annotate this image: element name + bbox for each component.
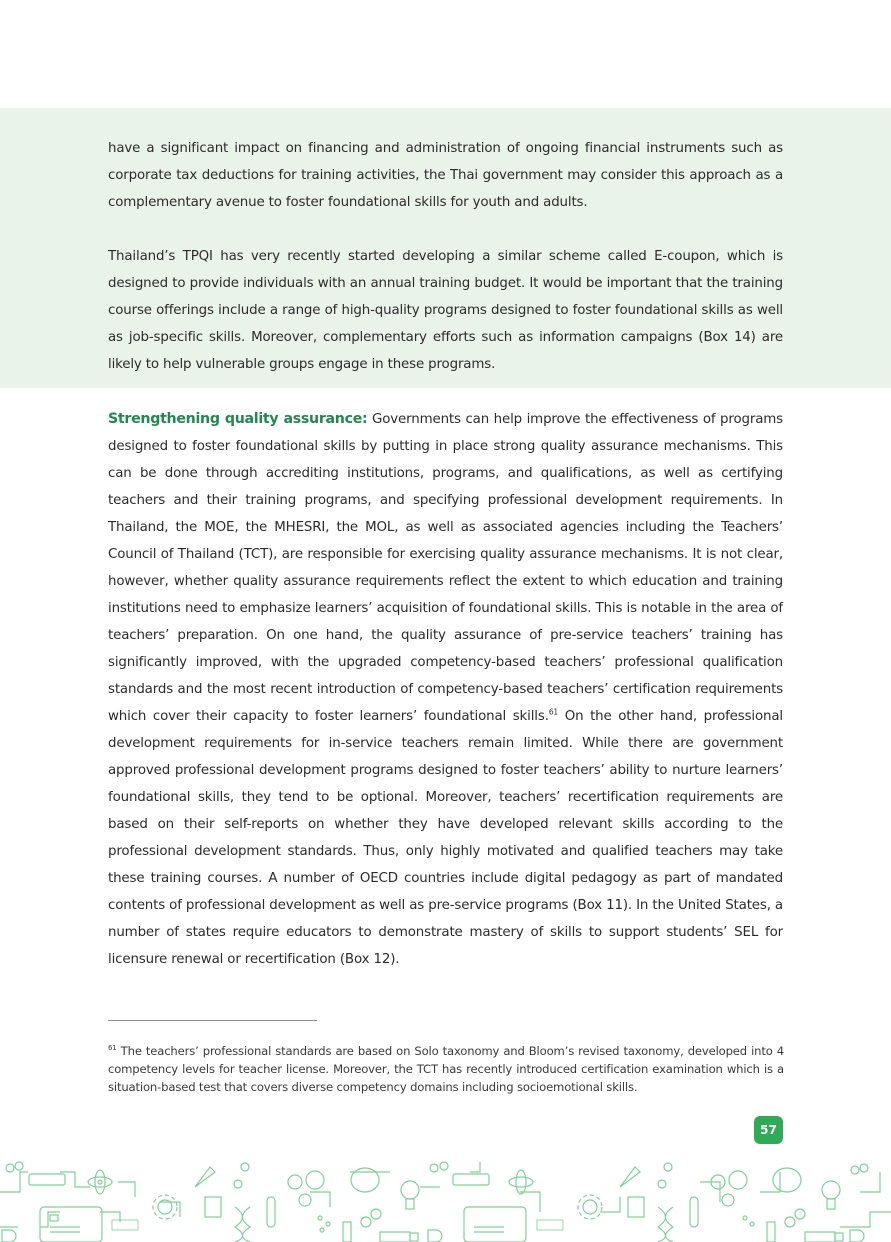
- plus-minus-icon: [361, 1209, 805, 1227]
- quality-assurance-section: [108, 406, 783, 973]
- footer-decoration: [0, 1152, 891, 1242]
- body-text: Governments can help improve the effectiveness of programs designed to foster foundational skills by putting in place strong quality assurance mechanisms. This can be done through accrediting institutions, programs, and qualifications, as well as certifying teachers and their training programs, and specifying professional development requirements. In Thailand, the MOE, the MHESRI, the MOL, as well as associated agencies including the Teachers’ Council of Thailand (TCT), are responsible for exercising quality assurance mechanisms. It is not clear, however, whether quality assurance requirements reflect the extent to which education and training institutions need to emphasize learners’ acquisition of foundational skills. This is notable in the area of teachers’ preparation. On one hand, the quality assurance of pre-service teachers’ training has significantly improved, with the upgraded competency-based teachers’ professional qualification standards and the most recent introduction of competency-based teachers’ certification requirements which cover their capacity to foster learners’ foundational skills.: [108, 412, 783, 724]
- footnote-divider: [108, 1020, 317, 1021]
- email-label-icon: [112, 1220, 563, 1230]
- gear-icon: [288, 1171, 747, 1206]
- footnote-number: 61: [108, 1044, 117, 1053]
- footnote: [108, 1042, 784, 1096]
- usb-drive-icon: [380, 1232, 843, 1242]
- box-paragraph-1: [108, 135, 783, 216]
- circuit-lines-icon: [0, 1162, 891, 1227]
- paragraph-text: Thailand’s TPQI has very recently started developing a similar scheme called E-coupon, which is designed to provide individuals with an annual training budget. It would be important that the training course offerings include a range of high-quality programs designed to foster foundational skills as well as job-specific skills. Moreover, complementary efforts such as information campaigns (Box 14) are likely to help vulnerable groups engage in these programs.: [108, 249, 783, 372]
- paragraph-text: [108, 406, 783, 973]
- body-text: On the other hand, professional development requirements for in-service teachers remain limited. While there are government approved professional development programs designed to foster teachers’ ability to nurture learners’ foundational skills, they tend to be optional. Moreover, teachers’ recertification requirements are based on their self-reports on whether they have developed relevant skills according to the professional development standards. Thus, only highly motivated and qualified teachers may take these training courses. A number of OECD countries include digital pedagogy as part of mandated contents of professional development as well as pre-service programs (Box 11). In the United States, a number of states require educators to demonstrate mastery of skills to support students’ SEL for licensure renewal or recertification (Box 12).: [108, 709, 783, 967]
- network-icon: [318, 1216, 754, 1232]
- gear-icon: [6, 1162, 868, 1174]
- test-tube-icon: [267, 1197, 698, 1227]
- paragraph-text: have a significant impact on financing and administration of ongoing financial instruments such as corporate tax deductions for training activities, the Thai government may consider this approach as a complementary avenue to foster foundational skills for youth and adults.: [108, 141, 783, 210]
- footnote-reference[interactable]: 61: [548, 707, 559, 717]
- box-paragraph-2: [108, 243, 783, 378]
- footnote-text: The teachers’ professional standards are based on Solo taxonomy and Bloom’s revised taxonomy, developed into 4 competency levels for teacher license. Moreover, the TCT has recently introduced certification examination which is a situation-based test that covers diverse competency domains including socioemotional skills.: [108, 1044, 784, 1094]
- section-heading: Strengthening quality assurance:: [108, 411, 368, 427]
- page-number-badge: 57: [754, 1116, 783, 1144]
- gear-icon: [153, 1195, 602, 1219]
- plug-icon: [2, 1230, 864, 1242]
- rocket-icon: [195, 1167, 640, 1187]
